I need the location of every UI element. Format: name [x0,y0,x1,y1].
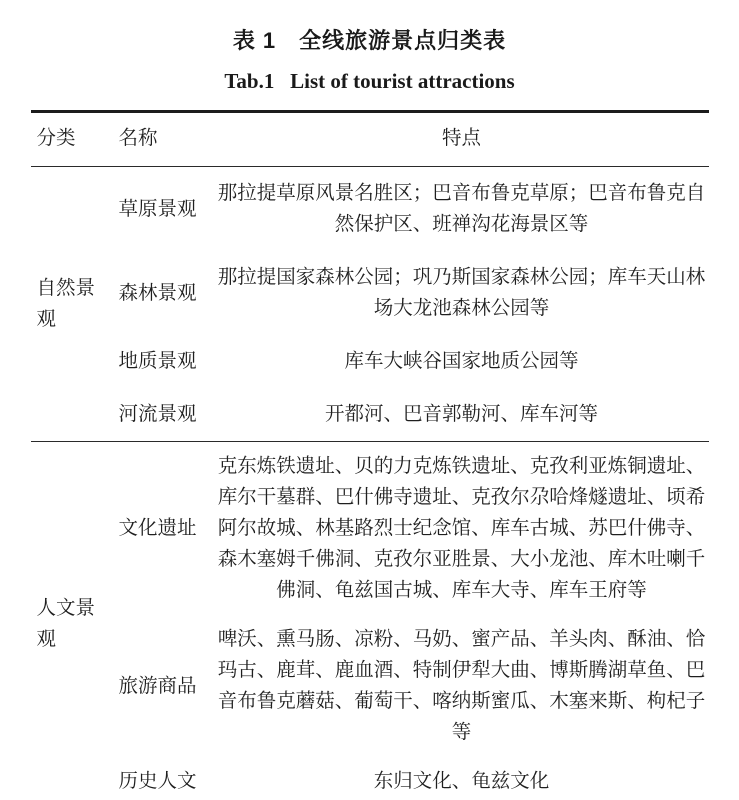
table-header [31,112,709,167]
table-row [31,442,709,616]
table-row [31,615,709,757]
header-row [31,112,709,167]
header-feature: 特点 [441,128,481,149]
name-cell: 草原景观 [118,198,197,220]
table-title-chinese: 表 1 全线旅游景点归类表 [232,28,507,53]
group-natural-landscape [31,167,709,442]
feature-cell: 那拉提国家森林公园；巩乃斯国家森林公园；库车天山林场大龙池森林公园等 [217,267,706,319]
name-cell: 森林景观 [118,282,197,304]
table-row [31,757,709,800]
header-name: 名称 [118,128,158,149]
table-row [31,251,709,335]
tourist-attractions-table [31,110,709,800]
feature-cell: 克东炼铁遗址、贝的力克炼铁遗址、克孜利亚炼铜遗址、库尔干墓群、巴什佛寺遗址、克孜尔尕哈烽燧遗址、顷希阿尔故城、林基路烈士纪念馆、库车古城、苏巴什佛寺、森木塞姆千佛洞、克孜尔亚胜景、大小龙池、库木吐喇千佛洞、龟兹国古城、库车大寺、库车王府等 [217,456,706,601]
category-cell-humanistic: 人文景观 [36,598,96,650]
group-humanistic-landscape [31,442,709,800]
category-cell-natural: 自然景观 [36,278,96,330]
feature-cell: 那拉提草原风景名胜区；巴音布鲁克草原；巴音布鲁克自然保护区、班禅沟花海景区等 [217,183,706,235]
name-cell: 文化遗址 [118,518,197,539]
table-title-english: Tab.1 List of tourist attractions [224,69,515,93]
feature-cell: 东归文化、龟兹文化 [373,771,550,792]
table-row [31,335,709,388]
feature-cell: 库车大峡谷国家地质公园等 [344,351,579,372]
name-cell: 旅游商品 [118,675,197,697]
name-cell: 历史人文 [118,771,197,792]
header-category: 分类 [36,128,76,149]
feature-cell: 开都河、巴音郭勒河、库车河等 [324,404,598,425]
table-row [31,167,709,252]
feature-cell: 啤沃、熏马肠、凉粉、马奶、蜜产品、羊头肉、酥油、恰玛古、鹿茸、鹿血酒、特制伊犁大曲、博斯腾湖草鱼、巴音布鲁克蘑菇、葡萄干、喀纳斯蜜瓜、木塞来斯、枸杞子等 [217,629,706,743]
table-row [31,388,709,442]
name-cell: 河流景观 [118,404,197,425]
name-cell: 地质景观 [118,351,197,372]
